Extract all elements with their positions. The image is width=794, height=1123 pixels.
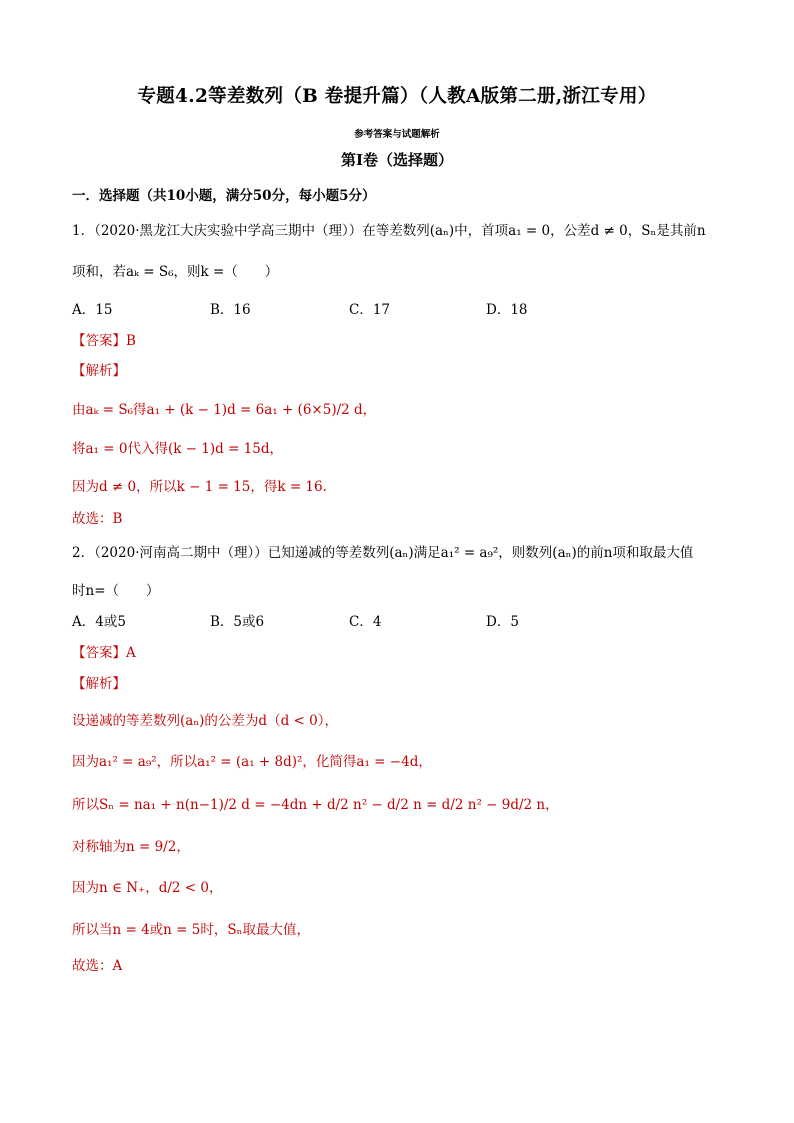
q2-option-b: B．5或6: [210, 614, 265, 630]
q2-solution-step1: 设递减的等差数列(aₙ)的公差为d（d < 0），: [72, 713, 338, 729]
q1-conclusion: 故选：B: [72, 511, 123, 527]
q1-option-b: B．16: [210, 302, 251, 318]
q2-solution-step4: 对称轴为n = 9/2，: [72, 839, 190, 855]
q1-answer: 【答案】B: [72, 333, 136, 349]
q2-option-a: A．4或5: [72, 614, 126, 630]
q2-solution-step3: 所以Sₙ = na₁ + n(n−1)/2 d = −4dn + d/2 n² − d/2 n = d/2 n² − 9d/2 n，: [72, 797, 559, 813]
q2-stem-line2: 时n=（ ）: [72, 583, 160, 599]
q1-solution-step2: 将a₁ = 0代入得(k − 1)d = 15d，: [72, 441, 283, 457]
document-subtitle: 参考答案与试题解析: [354, 129, 440, 140]
q2-solution-step6: 所以当n = 4或n = 5时，Sₙ取最大值，: [72, 922, 310, 938]
q2-option-c: C．4: [349, 614, 382, 630]
q2-conclusion: 故选：A: [72, 958, 123, 974]
q1-stem-line2: 项和，若aₖ = S₆，则k =（ ）: [72, 264, 279, 280]
q1-solution-step3: 因为d ≠ 0，所以k − 1 = 15，得k = 16.: [72, 479, 327, 495]
q1-solution-step1: 由aₖ = S₆得a₁ + (k − 1)d = 6a₁ + (6×5)/2 d，: [72, 402, 377, 418]
q2-answer: 【答案】A: [72, 645, 136, 661]
section-heading: 一．选择题（共10小题，满分50分，每小题5分）: [72, 188, 376, 204]
q1-stem-line1: 1．（2020·黑龙江大庆实验中学高三期中（理））在等差数列(aₙ)中，首项a₁ = 0，公差d ≠ 0，Sₙ是其前n: [72, 223, 706, 239]
q2-solution-step5: 因为n ∈ N₊，d/2 < 0，: [72, 880, 223, 896]
q2-option-d: D．5: [486, 614, 519, 630]
volume-heading: 第Ⅰ卷（选择题）: [340, 151, 454, 169]
q1-option-d: D．18: [486, 302, 528, 318]
q1-option-c: C．17: [349, 302, 391, 318]
document-title: 专题4.2等差数列（B 卷提升篇）（人教A版第二册,浙江专用）: [137, 86, 657, 107]
q2-solution-step2: 因为a₁² = a₉²，所以a₁² = (a₁ + 8d)²，化简得a₁ = −4d，: [72, 754, 432, 770]
q1-option-a: A．15: [72, 302, 113, 318]
q2-analysis-label: 【解析】: [72, 676, 126, 692]
q1-analysis-label: 【解析】: [72, 363, 126, 379]
q2-stem-line1: 2．（2020·河南高二期中（理））已知递减的等差数列(aₙ)满足a₁² = a₉²，则数列(aₙ)的前n项和取最大值: [72, 545, 694, 561]
